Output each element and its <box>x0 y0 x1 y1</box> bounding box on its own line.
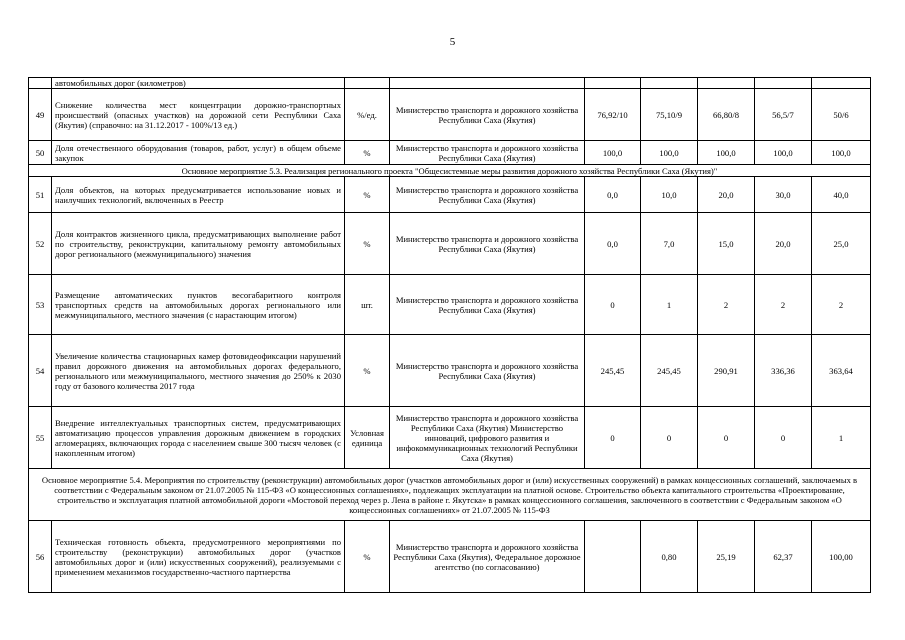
value-cell: 15,0 <box>698 213 755 275</box>
value-cell: 25,19 <box>698 521 755 593</box>
row-number: 56 <box>29 521 52 593</box>
value-cell: 100,00 <box>812 521 871 593</box>
responsible-cell: Министерство транспорта и дорожного хозяйства Республики Саха (Якутия) <box>390 213 585 275</box>
unit-cell: % <box>345 141 390 165</box>
row-number: 54 <box>29 335 52 407</box>
row-number: 51 <box>29 177 52 213</box>
value-cell: 50/6 <box>812 89 871 141</box>
value-cell: 2 <box>812 275 871 335</box>
value-cell: 100,0 <box>698 141 755 165</box>
value-cell: 100,0 <box>585 141 641 165</box>
table-row <box>29 407 871 469</box>
section-title: Основное мероприятие 5.3. Реализация регионального проекта "Общесистемные меры развития дорожного хозяйства Республики Саха (Якутия)" <box>29 165 871 177</box>
unit-cell: % <box>345 177 390 213</box>
value-cell: 75,10/9 <box>641 89 698 141</box>
value-cell: 0,80 <box>641 521 698 593</box>
row-number: 52 <box>29 213 52 275</box>
row-number: 50 <box>29 141 52 165</box>
value-cell: 336,36 <box>755 335 812 407</box>
responsible-cell: Министерство транспорта и дорожного хозяйства Республики Саха (Якутия) <box>390 141 585 165</box>
indicator-cell: Увеличение количества стационарных камер фотовидеофиксации нарушений правил дорожного движения на автомобильных дорогах федерального, регионального или межмуниципального, местного значения до 250% к 2030 году от базового количества 2017 года <box>52 335 345 407</box>
unit-cell: % <box>345 213 390 275</box>
table-row <box>29 78 871 89</box>
value-cell: 62,37 <box>755 521 812 593</box>
table-row <box>29 213 871 275</box>
value-cell: 2 <box>755 275 812 335</box>
section-header-row <box>29 165 871 177</box>
value-cell: 0,0 <box>585 213 641 275</box>
value-cell: 1 <box>812 407 871 469</box>
indicator-cell: Доля объектов, на которых предусматривается использование новых и наилучших технологий, включенных в Реестр <box>52 177 345 213</box>
value-cell: 363,64 <box>812 335 871 407</box>
unit-cell: %/ед. <box>345 89 390 141</box>
responsible-cell: Министерство транспорта и дорожного хозяйства Республики Саха (Якутия) <box>390 89 585 141</box>
value-cell: 30,0 <box>755 177 812 213</box>
value-cell: 40,0 <box>812 177 871 213</box>
row-number: 53 <box>29 275 52 335</box>
value-cell: 76,92/10 <box>585 89 641 141</box>
row-number: 49 <box>29 89 52 141</box>
table-row <box>29 89 871 141</box>
value-cell: 25,0 <box>812 213 871 275</box>
value-cell: 56,5/7 <box>755 89 812 141</box>
responsible-cell: Министерство транспорта и дорожного хозяйства Республики Саха (Якутия) <box>390 177 585 213</box>
responsible-cell: Министерство транспорта и дорожного хозяйства Республики Саха (Якутия), Федеральное дорожное агентство (по согласованию) <box>390 521 585 593</box>
value-cell: 0 <box>585 275 641 335</box>
value-cell: 245,45 <box>641 335 698 407</box>
indicator-cell: Доля контрактов жизненного цикла, предусматривающих выполнение работ по строительству, реконструкции, капитальному ремонту автомобильных дорог регионального (межмуниципального) значения <box>52 213 345 275</box>
row-number: 55 <box>29 407 52 469</box>
indicator-cell: Внедрение интеллектуальных транспортных систем, предусматривающих автоматизацию процессов управления дорожным движением в городских агломерациях, включающих города с населением свыше 300 тысяч человек (с накопленным итогом) <box>52 407 345 469</box>
table-row <box>29 177 871 213</box>
value-cell: 66,80/8 <box>698 89 755 141</box>
value-cell: 100,0 <box>641 141 698 165</box>
value-cell: 1 <box>641 275 698 335</box>
indicators-table <box>28 77 871 593</box>
value-cell: 0,0 <box>585 177 641 213</box>
value-cell: 7,0 <box>641 213 698 275</box>
indicator-cell: автомобильных дорог (километров) <box>52 78 345 89</box>
indicator-cell: Размещение автоматических пунктов весогабаритного контроля транспортных средств на автомобильных дорогах регионального или межмуниципального, местного значения (с нарастающим итогом) <box>52 275 345 335</box>
value-cell: 100,0 <box>812 141 871 165</box>
unit-cell: % <box>345 335 390 407</box>
unit-cell: % <box>345 521 390 593</box>
value-cell: 290,91 <box>698 335 755 407</box>
responsible-cell: Министерство транспорта и дорожного хозяйства Республики Саха (Якутия) Министерство инноваций, цифрового развития и инфокоммуникационных технологий Республики Саха (Якутия) <box>390 407 585 469</box>
responsible-cell: Министерство транспорта и дорожного хозяйства Республики Саха (Якутия) <box>390 335 585 407</box>
unit-cell: Условная единица <box>345 407 390 469</box>
responsible-cell: Министерство транспорта и дорожного хозяйства Республики Саха (Якутия) <box>390 275 585 335</box>
table-row <box>29 141 871 165</box>
value-cell: 245,45 <box>585 335 641 407</box>
value-cell <box>585 521 641 593</box>
table-row <box>29 275 871 335</box>
page-number: 5 <box>449 36 456 48</box>
value-cell: 20,0 <box>698 177 755 213</box>
unit-cell: шт. <box>345 275 390 335</box>
value-cell: 0 <box>755 407 812 469</box>
value-cell: 0 <box>698 407 755 469</box>
value-cell: 2 <box>698 275 755 335</box>
value-cell: 20,0 <box>755 213 812 275</box>
value-cell: 0 <box>641 407 698 469</box>
table-row <box>29 521 871 593</box>
indicator-cell: Доля отечественного оборудования (товаров, работ, услуг) в общем объеме закупок <box>52 141 345 165</box>
indicator-cell: Снижение количества мест концентрации дорожно-транспортных происшествий (опасных участков) на дорожной сети Республики Саха (Якутия) (справочно: на 31.12.2017 - 100%/13 ед.) <box>52 89 345 141</box>
value-cell: 10,0 <box>641 177 698 213</box>
value-cell: 0 <box>585 407 641 469</box>
indicator-cell: Техническая готовность объекта, предусмотренного мероприятиями по строительству (реконструкции) автомобильных дорог (участков автомобильных дорог и (или) искусственных сооружений), реализуемыми с применением механизмов государственно-частного партнерства <box>52 521 345 593</box>
table-row <box>29 335 871 407</box>
value-cell: 100,0 <box>755 141 812 165</box>
section-title: Основное мероприятие 5.4. Мероприятия по строительству (реконструкции) автомобильных дорог (участков автомобильных дорог и (или) искусственных сооружений) в рамках концессионных соглашений, заключаемых в соответствии с Федеральным законом от 21.07.2005 № 115-ФЗ «О концессионных соглашениях», подлежащих эксплуатации на платной основе. Строительство объекта капитального строительства «Проектирование, строительство и эксплуатация платной автомобильной дороги «Мостовой переход через р. Лена в районе г. Якутска» в рамках концессионного соглашения, заключенного в соответствии с Федеральным законом «О концессионных соглашениях» от 21.07.2005 № 115-ФЗ <box>29 469 871 521</box>
section-header-row <box>29 469 871 521</box>
